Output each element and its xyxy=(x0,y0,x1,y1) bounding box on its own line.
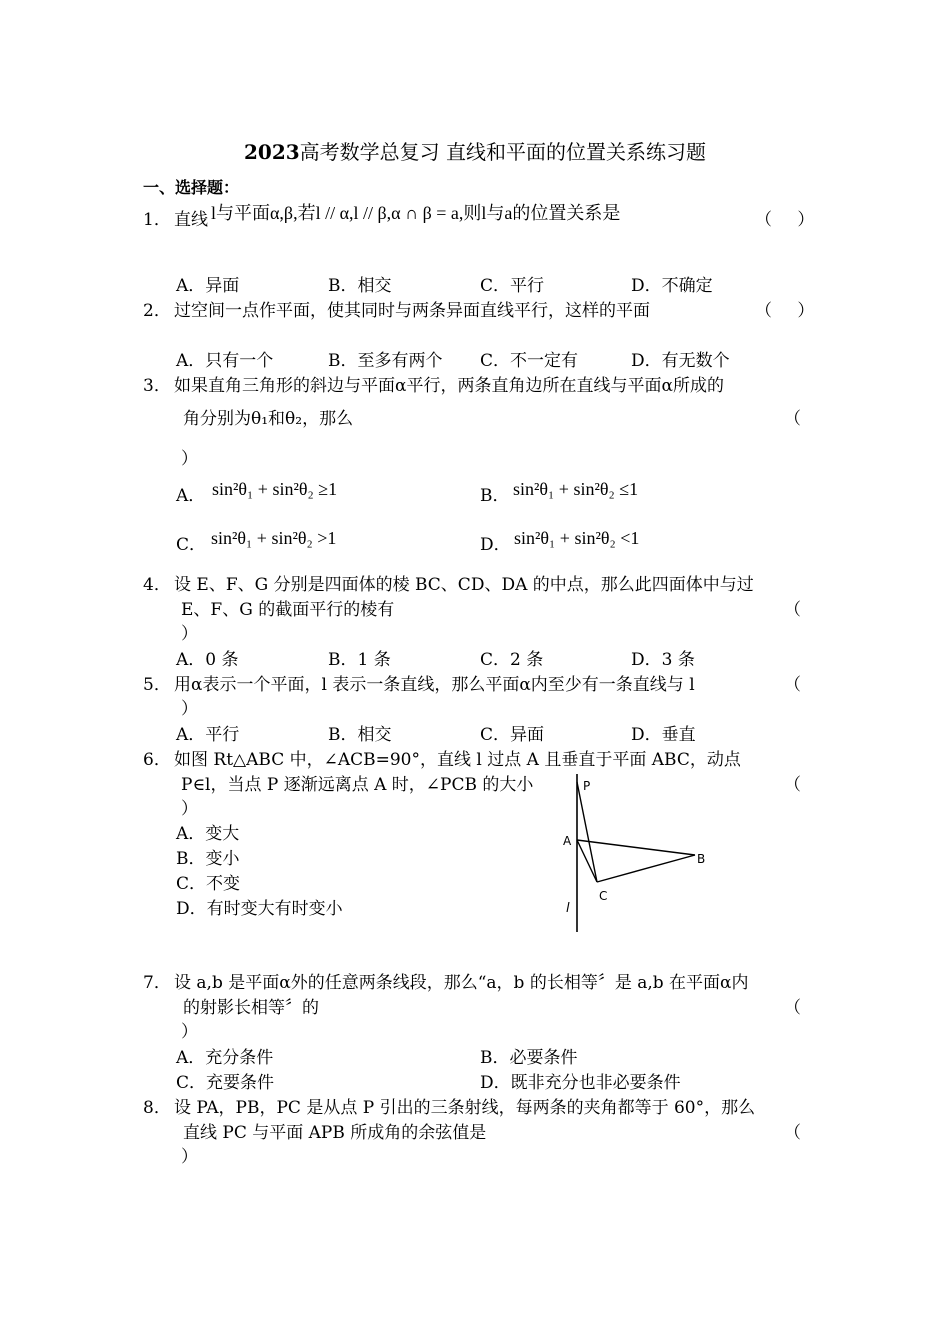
q1-option-c: C．平行 xyxy=(480,276,545,296)
q3-line2: 角分别为θ₁和θ₂，那么 xyxy=(183,409,354,429)
q7-paren-open: （ xyxy=(784,998,801,1018)
label-b: B xyxy=(697,852,706,866)
q7-option-c: C．充要条件 xyxy=(176,1073,275,1093)
segment-pc xyxy=(577,782,597,882)
q5-paren-open: （ xyxy=(784,675,801,695)
q6-option-a: A．变大 xyxy=(176,824,240,844)
q5-option-b: B．相交 xyxy=(328,725,392,745)
q2-option-a: A．只有一个 xyxy=(176,351,274,371)
q6-number: 6． xyxy=(143,750,171,770)
q6-paren-close: ） xyxy=(181,799,198,819)
q6-option-c: C．不变 xyxy=(176,874,241,894)
q7-option-a: A．充分条件 xyxy=(176,1048,274,1068)
q3-option-c: sin²θ₁ + sin²θ₂ >1 xyxy=(211,528,337,548)
q7-option-d: D．既非充分也非必要条件 xyxy=(480,1073,681,1093)
label-l: l xyxy=(566,901,570,916)
q5-stem: 用α表示一个平面，l 表示一条直线，那么平面α内至少有一条直线与 l xyxy=(174,675,695,695)
q4-option-d: D．3 条 xyxy=(631,650,695,670)
q2-option-b: B．至多有两个 xyxy=(328,351,443,371)
q7-line2: 的射影长相等〞的 xyxy=(183,998,319,1018)
segment-cb xyxy=(597,855,695,882)
q6-option-d: D．有时变大有时变小 xyxy=(176,899,343,919)
label-c: C xyxy=(599,889,608,903)
q1-option-d: D．不确定 xyxy=(631,276,713,296)
q3-label-d: D． xyxy=(480,535,511,555)
q3-option-a: sin²θ₁ + sin²θ₂ ≥1 xyxy=(212,479,338,499)
q7-number: 7． xyxy=(143,973,171,993)
q3-label-c: C． xyxy=(176,535,207,555)
q5-option-a: A．平行 xyxy=(176,725,240,745)
q3-label-a: A． xyxy=(176,486,206,506)
q6-option-b: B．变小 xyxy=(176,849,240,869)
q8-number: 8． xyxy=(143,1098,171,1118)
q4-option-b: B．1 条 xyxy=(328,650,391,670)
q8-line2: 直线 PC 与平面 APB 所成角的余弦值是 xyxy=(183,1123,487,1143)
q7-line1: 设 a,b 是平面α外的任意两条线段，那么“a，b 的长相等〞是 a,b 在平面α内 xyxy=(174,973,749,993)
q8-line1: 设 PA，PB，PC 是从点 P 引出的三条射线，每两条的夹角都等于 60°，那么 xyxy=(174,1098,756,1118)
q4-paren-open: （ xyxy=(784,600,801,620)
q5-option-d: D．垂直 xyxy=(631,725,696,745)
q3-label-b: B． xyxy=(480,486,510,506)
q3-paren-close: ） xyxy=(181,449,198,469)
segment-ac xyxy=(577,840,597,882)
q8-paren-open: （ xyxy=(784,1123,801,1143)
q7-option-b: B．必要条件 xyxy=(480,1048,578,1068)
label-a: A xyxy=(563,834,572,848)
q1-answer-paren: （ ） xyxy=(755,210,825,230)
q1-option-a: A．异面 xyxy=(176,276,240,296)
q3-line1: 如果直角三角形的斜边与平面α平行，两条直角边所在直线与平面α所成的 xyxy=(174,376,724,396)
q3-paren-open: （ xyxy=(784,409,801,429)
q1-number: 1． xyxy=(143,210,171,230)
q2-stem: 过空间一点作平面，使其同时与两条异面直线平行，这样的平面 xyxy=(174,301,650,321)
section-heading: 一、选择题： xyxy=(143,178,240,197)
q4-line1: 设 E、F、G 分别是四面体的棱 BC、CD、DA 的中点，那么此四面体中与过 xyxy=(174,575,754,595)
q1-option-b: B．相交 xyxy=(328,276,392,296)
page-title xyxy=(0,142,950,162)
q2-option-d: D．有无数个 xyxy=(631,351,730,371)
q4-paren-close: ） xyxy=(181,624,198,644)
q1-prefix: 直线 xyxy=(174,210,208,230)
label-p: P xyxy=(583,779,591,793)
q5-paren-close: ） xyxy=(181,699,198,719)
q2-answer-paren: （ ） xyxy=(755,301,825,321)
segment-ab xyxy=(577,840,695,855)
q5-option-c: C．异面 xyxy=(480,725,545,745)
q3-option-b: sin²θ₁ + sin²θ₂ ≤1 xyxy=(513,479,639,499)
q6-line2: P∈l，当点 P 逐渐远离点 A 时，∠PCB 的大小 xyxy=(181,775,534,795)
q4-line2: E、F、G 的截面平行的棱有 xyxy=(181,600,395,620)
q8-paren-close: ） xyxy=(181,1147,198,1167)
title-year: 2023 xyxy=(243,140,300,164)
q4-option-c: C．2 条 xyxy=(480,650,544,670)
q2-number: 2． xyxy=(143,301,171,321)
q2-option-c: C．不一定有 xyxy=(480,351,579,371)
q6-paren-open: （ xyxy=(784,775,801,795)
q6-line1: 如图 Rt△ABC 中，∠ACB=90°，直线 l 过点 A 且垂直于平面 ABC，动点 xyxy=(174,750,741,770)
q7-paren-close: ） xyxy=(181,1022,198,1042)
q5-number: 5． xyxy=(143,675,171,695)
q1-stem: l与平面α,β,若l // α,l // β,α ∩ β = a,则l与a的位置关系是 xyxy=(211,203,621,223)
q3-number: 3． xyxy=(143,376,171,396)
q6-figure xyxy=(550,770,720,940)
title-text: 高考数学总复习 直线和平面的位置关系练习题 xyxy=(299,140,707,164)
q4-option-a: A．0 条 xyxy=(176,650,239,670)
q4-number: 4． xyxy=(143,575,171,595)
q3-option-d: sin²θ₁ + sin²θ₂ <1 xyxy=(514,528,640,548)
